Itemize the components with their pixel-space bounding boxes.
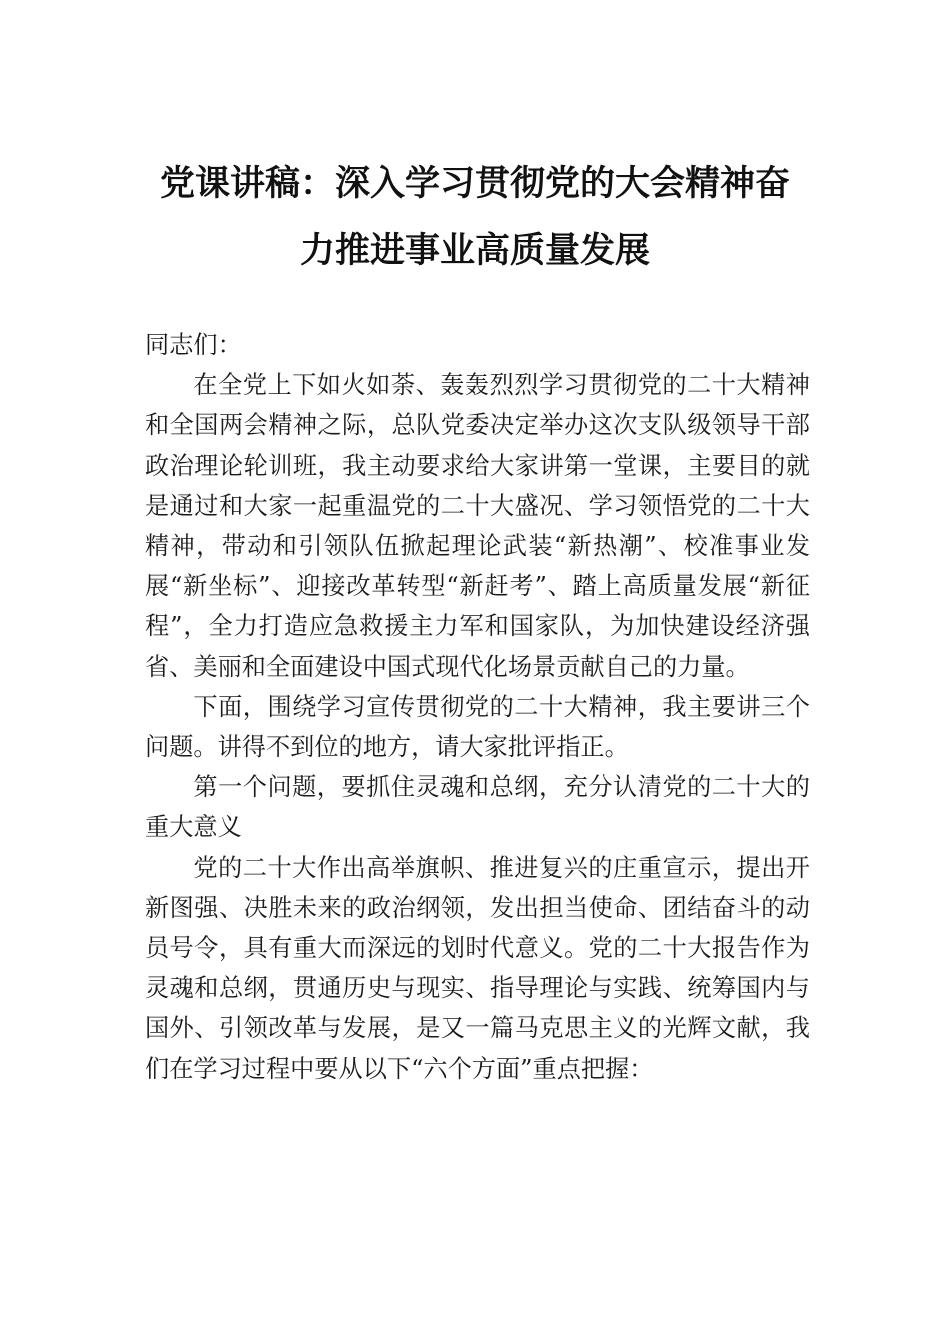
paragraph-intro: 在全党上下如火如荼、轰轰烈烈学习贯彻党的二十大精神和全国两会精神之际，总队党委决定举办这次支队级领导干部政治理论轮训班，我主动要求给大家讲第一堂课，主要目的就是通过和大家一起重温党的二十大盛况、学习领悟党的二十大精神，带动和引领队伍掀起理论武装“新热潮”、校准事业发展“新坐标”、迎接改革转型“新赶考”、踏上高质量发展“新征程”，全力打造应急救援主力军和国家队，为加快建设经济强省、美丽和全面建设中国式现代化场景贡献自己的力量。 — [145, 371, 810, 681]
document-body — [145, 325, 810, 1089]
section-heading-first-issue: 第一个问题，要抓住灵魂和总纲，充分认清党的二十大的重大意义 — [145, 773, 810, 842]
document-title-line-1: 党课讲稿：深入学习贯彻党的大会精神奋 — [159, 163, 790, 204]
document-title-line-2: 力推进事业高质量发展 — [299, 230, 650, 271]
paragraph-significance: 党的二十大作出高举旗帜、推进复兴的庄重宣示，提出开新图强、决胜未来的政治纲领，发出担当使命、团结奋斗的动员号令，具有重大而深远的划时代意义。党的二十大报告作为灵魂和总纲，贯通历史与现实、指导理论与实践、统筹国内与国外、引领改革与发展，是又一篇马克思主义的光辉文献，我们在学习过程中要从以下“六个方面”重点把握： — [145, 853, 810, 1083]
salutation: 同志们： — [145, 331, 242, 359]
paragraph-outline: 下面，围绕学习宣传贯彻党的二十大精神，我主要讲三个问题。讲得不到位的地方，请大家批评指正。 — [145, 692, 810, 762]
